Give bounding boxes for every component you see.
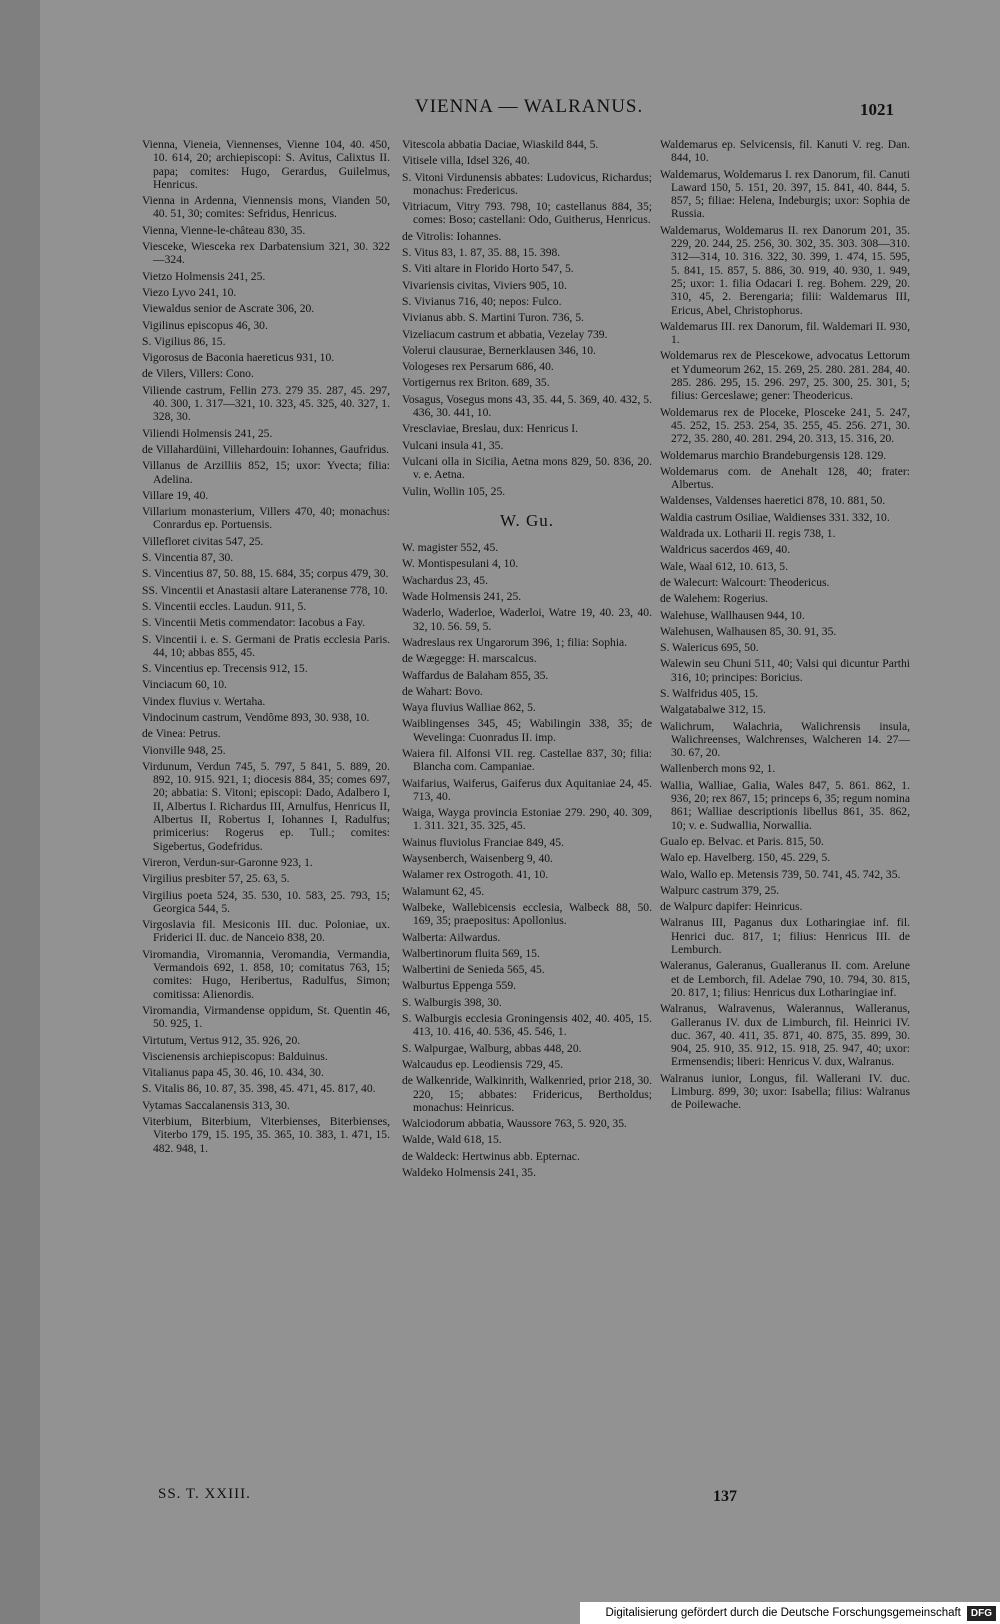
index-entry: de Vitrolis: Iohannes.: [402, 229, 502, 243]
running-header-title: VIENNA — WALRANUS.: [415, 96, 644, 117]
index-entry: Waldenses, Valdenses haeretici 878, 10. 881, 50.: [660, 494, 886, 508]
index-entry: Walgatabalwe 312, 15.: [660, 703, 766, 717]
index-entry: S. Vincentii i. e. S. Germani de Pratis ecclesia Paris. 44, 10; abbas 855, 45.: [142, 632, 390, 659]
index-entry: Waysenberch, Waisenberg 9, 40.: [402, 852, 553, 866]
index-entry: Virdunum, Verdun 745, 5. 797, 5 841, 5. 889, 20. 892, 10. 915. 921, 1; diocesis 884, 35; comes 697, 20; abbatia: S. Vitoni; episcopi: Dado, Adalbero I, II, Albertus I. Richardus III, Arnulfus, Henricus II, Albertus II, Robertus I, Iohannes I, Radulfus; primicerius: Rogerus ep. Tull.; comites: Sigebertus, Godefridus.: [142, 759, 390, 853]
index-entry: Viezo Lyvo 241, 10.: [142, 285, 237, 299]
index-entry: Vitescola abbatia Daciae, Wiaskild 844, 5.: [402, 138, 599, 151]
volume-signature: SS. T. XXIII.: [158, 1486, 251, 1502]
index-entry: Viewaldus senior de Ascrate 306, 20.: [142, 302, 315, 316]
index-entry: S. Vincentii eccles. Laudun. 911, 5.: [142, 599, 307, 613]
index-entry: Vindex fluvius v. Wertaha.: [142, 694, 266, 708]
index-entry: Woldemarus rex de Plescekowe, advocatus Lettorum et Ydumeorum 262, 15. 269, 25. 280. 281. 284, 40. 285. 286. 295, 15. 296. 297, 25. 300, 25. 301, 5; filius: Gerceslawe; gener: Theodericus.: [660, 349, 910, 403]
index-entry: Walcaudus ep. Leodiensis 729, 45.: [402, 1057, 564, 1071]
index-entry: de Walecurt: Walcourt: Theodericus.: [660, 575, 830, 589]
index-entry: Woldemarus marchio Brandeburgensis 128. 129.: [660, 448, 887, 462]
index-entry: Vortigernus rex Briton. 689, 35.: [402, 376, 550, 390]
index-entry: Waldemarus ep. Selvicensis, fil. Kanuti V. reg. Dan. 844, 10.: [660, 138, 910, 165]
index-entry: Walburtus Eppenga 559.: [402, 979, 517, 993]
index-entry: Wainus fluviolus Franciae 849, 45.: [402, 835, 564, 849]
index-entry: Vienna in Ardenna, Viennensis mons, Vianden 50, 40. 51, 30; comites: Sefridus, Henricus.: [142, 194, 390, 221]
index-entry: Waldeko Holmensis 241, 35.: [402, 1166, 536, 1179]
section-heading: W. Gu.: [499, 510, 554, 530]
index-column-2: [402, 138, 652, 1182]
index-entry: S. Vitoni Virdunensis abbates: Ludovicus, Richardus; monachus: Fredericus.: [402, 170, 652, 197]
index-entry: Vulcani olla in Sicilia, Aetna mons 829, 50. 836, 20. v. e. Aetna.: [402, 454, 652, 482]
index-entry: Walbeke, Wallebicensis ecclesia, Walbeck 88, 50. 169, 35; praepositus: Apollonius.: [402, 900, 652, 928]
sheet-signature: 137: [713, 1488, 737, 1505]
index-entry: Walamunt 62, 45.: [402, 884, 485, 898]
index-entry: S. Viti altare in Florido Horto 547, 5.: [402, 262, 574, 276]
index-entry: Wade Holmensis 241, 25.: [402, 590, 522, 604]
index-entry: Walewin seu Chuni 511, 40; Valsi qui dicuntur Parthi 316, 10; principes: Boricius.: [660, 657, 910, 684]
index-entry: Waldemarus III. rex Danorum, fil. Waldemari II. 930, 1.: [660, 319, 910, 347]
index-entry: de Wægegge: H. marscalcus.: [402, 652, 537, 666]
index-entry: de Vilers, Villers: Cono.: [142, 367, 254, 381]
index-entry: Vindocinum castrum, Vendôme 893, 30. 938, 10.: [142, 710, 370, 724]
index-entry: Virtutum, Vertus 912, 35. 926, 20.: [142, 1033, 301, 1047]
index-entry: Volerui clausurae, Bernerklausen 346, 10.: [402, 343, 596, 357]
index-entry: Villefloret civitas 547, 25.: [142, 534, 264, 548]
index-entry: S. Vincentii Metis commendator: Iacobus a Fay.: [142, 616, 366, 630]
index-entry: W. magister 552, 45.: [402, 541, 499, 555]
index-entry: S. Walericus 695, 50.: [660, 641, 759, 655]
index-column-1: [142, 138, 390, 1158]
index-entry: Waiera fil. Alfonsi VII. reg. Castellae 837, 30; filia: Blancha com. Campaniae.: [402, 746, 652, 774]
index-entry: Vologeses rex Persarum 686, 40.: [402, 360, 554, 374]
index-entry: Woldemarus rex de Ploceke, Plosceke 241, 5. 247, 45. 252, 15. 253. 254, 35. 255, 45. 256. 271, 30. 272, 35. 280, 40. 281. 294, 20. 313, 15. 316, 20.: [660, 405, 910, 446]
index-entry: Vionville 948, 25.: [142, 743, 226, 757]
index-entry: de Vinea: Petrus.: [142, 727, 221, 741]
index-entry: Vireron, Verdun-sur-Garonne 923, 1.: [142, 855, 313, 869]
index-entry: Vulin, Wollin 105, 25.: [402, 484, 506, 498]
index-entry: Viscienensis archiepiscopus: Balduinus.: [142, 1049, 328, 1063]
scanned-page: [40, 0, 1000, 1624]
index-entry: Waffardus de Balaham 855, 35.: [402, 668, 549, 682]
index-entry: Walciodorum abbatia, Waussore 763, 5. 920, 35.: [402, 1117, 627, 1131]
dfg-logo: DFG: [967, 1606, 996, 1621]
index-entry: S. Walpurgae, Walburg, abbas 448, 20.: [402, 1041, 582, 1055]
index-entry: S. Vincentia 87, 30.: [142, 551, 234, 565]
digitization-note: Digitalisierung gefördert durch die Deutsche Forschungsgemeinschaft: [605, 1607, 961, 1619]
index-entry: S. Walburgis ecclesia Groningensis 402, 40. 405, 15. 413, 10. 416, 40. 536, 45. 546, 1.: [402, 1012, 652, 1039]
index-entry: Vitriacum, Vitry 793. 798, 10; castellanus 884, 35; comes: Boso; castellani: Odo, Guitherus, Henricus.: [402, 200, 652, 227]
index-entry: Vienna, Vienne-le-château 830, 35.: [142, 223, 306, 237]
index-entry: Walde, Wald 618, 15.: [402, 1133, 502, 1147]
index-entry: S. Vincentius 87, 50. 88, 15. 684, 35; corpus 479, 30.: [142, 567, 389, 581]
index-entry: Vitisele villa, Idsel 326, 40.: [402, 154, 530, 168]
index-entry: Wallenberch mons 92, 1.: [660, 762, 776, 776]
index-entry: Villare 19, 40.: [142, 488, 209, 502]
index-entry: Walpurc castrum 379, 25.: [660, 883, 780, 897]
index-entry: Virgoslavia fil. Mesiconis III. duc. Poloniae, ux. Friderici II. duc. de Nanceio 838, 20.: [142, 918, 390, 945]
index-entry: Walranus, Walravenus, Walerannus, Walleranus, Galleranus IV. dux de Limburch, fil. Heinrici IV. duc. 367, 40. 411, 35. 871, 40. 875, 35. 899, 30. 904, 25. 910, 35. 912, 15. 918, 25. 947, 40; uxor: Ermensendis; liberi: Henricus V. dux, Walranus.: [660, 1002, 910, 1069]
index-entry: S. Vigilius 86, 15.: [142, 334, 226, 348]
index-entry: Woldemarus com. de Anehalt 128, 40; frater: Albertus.: [660, 464, 910, 492]
index-entry: Waldemarus, Woldemarus I. rex Danorum, fil. Canuti Laward 150, 5. 151, 20. 397, 15. 841, 40. 844, 5. 857, 5; filiae: Helena, Indeburgis; uxor: Sophia de Russia.: [660, 167, 910, 221]
index-entry: W. Montispesulani 4, 10.: [402, 557, 519, 571]
index-entry: Walranus iunior, Longus, fil. Wallerani IV. duc. Limburg. 899, 30; uxor: Isabella; filius: Walranus de Poilewache.: [660, 1071, 910, 1112]
index-entry: Vivianus abb. S. Martini Turon. 736, 5.: [402, 311, 584, 325]
index-entry: Villarium monasterium, Villers 470, 40; monachus: Conrardus ep. Portuensis.: [142, 505, 390, 532]
index-entry: Virgilius presbiter 57, 25. 63, 5.: [142, 872, 290, 886]
index-entry: Viromandia, Viromannia, Veromandia, Vermandia, Vermandois 692, 1. 858, 10; comitatus 763, 15; comites: Hugo, Heribertus, Radulfus, Simon; comitissa: Alienordis.: [142, 947, 390, 1001]
index-entry: Walbertini de Senieda 565, 45.: [402, 963, 545, 977]
index-entry: Walehusen, Walhausen 85, 30. 91, 35.: [660, 624, 837, 638]
index-entry: Vosagus, Vosegus mons 43, 35. 44, 5. 369, 40. 432, 5. 436, 30. 441, 10.: [402, 392, 652, 420]
index-entry: Waifarius, Waiferus, Gaiferus dux Aquitaniae 24, 45. 713, 40.: [402, 776, 652, 803]
index-entry: de Walkenride, Walkinrith, Walkenried, prior 218, 30. 220, 15; abbates: Fridericus, Bertholdus; monachus: Heinricus.: [402, 1074, 652, 1114]
index-entry: Vinciacum 60, 10.: [142, 678, 227, 692]
index-column-3: [660, 138, 910, 1115]
index-entry: Walichrum, Walachria, Walichrensis insula, Walichreenses, Walchrenses, Walcheren 14. 27—30. 67, 20.: [660, 719, 910, 760]
index-entry: Wadreslaus rex Ungarorum 396, 1; filia: Sophia.: [402, 635, 628, 649]
index-entry: S. Vivianus 716, 40; nepos: Fulco.: [402, 294, 562, 308]
index-entry: Waiga, Wayga provincia Estoniae 279. 290, 40. 309, 1. 311. 321, 35. 325, 45.: [402, 806, 652, 833]
index-entry: Viromandia, Virmandense oppidum, St. Quentin 46, 50. 925, 1.: [142, 1003, 390, 1031]
index-entry: Waiblingenses 345, 45; Wabilingin 338, 35; de Wevelinga: Cuonradus II. imp.: [402, 717, 652, 744]
index-entry: Vivariensis civitas, Viviers 905, 10.: [402, 278, 567, 292]
index-entry: de Waldeck: Hertwinus abb. Epternac.: [402, 1149, 580, 1163]
index-entry: Vulcani insula 41, 35.: [402, 438, 504, 452]
index-entry: Waldrada ux. Lotharii II. regis 738, 1.: [660, 527, 836, 541]
index-entry: S. Vitus 83, 1. 87, 35. 88, 15. 398.: [402, 246, 561, 260]
index-entry: Viesceke, Wiesceka rex Darbatensium 321, 30. 322—324.: [142, 240, 390, 267]
index-entry: Walo, Wallo ep. Metensis 739, 50. 741, 45. 742, 35.: [660, 867, 901, 881]
index-entry: de Wahart: Bovo.: [402, 684, 483, 698]
index-entry: Walamer rex Ostrogoth. 41, 10.: [402, 868, 549, 882]
index-entry: Vytamas Saccalanensis 313, 30.: [142, 1098, 290, 1112]
index-entry: Wachardus 23, 45.: [402, 573, 488, 587]
index-entry: S. Vitalis 86, 10. 87, 35. 398, 45. 471, 45. 817, 40.: [142, 1082, 376, 1096]
index-entry: Waya fluvius Walliae 862, 5.: [402, 701, 536, 715]
index-entry: Waldricus sacerdos 469, 40.: [660, 543, 791, 557]
index-entry: Wale, Waal 612, 10. 613, 5.: [660, 559, 788, 573]
index-entry: Waldemarus, Woldemarus II. rex Danorum 201, 35. 229, 20. 244, 25. 256, 30. 302, 35. 303. 308—310. 312—314, 10. 316. 322, 30. 399, 1. 474, 15. 595, 5. 841, 15. 857, 5. 886, 30. 919, 40. 930, 1. 949, 25; uxor: 1. filia Odacari I. reg. Bohem. 229, 20. 310, 45, 2. Berengaria; filii: Waldemarus III, Ericus, Abel, Christophorus.: [660, 223, 910, 317]
index-entry: Vienna, Vieneia, Viennenses, Vienne 104, 40. 450, 10. 614, 20; archiepiscopi: S. Avitus, Calixtus II. papa; comites: Hugo, Gerardus, Guilelmus, Henricus.: [142, 138, 390, 191]
index-entry: Walbertinorum fluita 569, 15.: [402, 946, 540, 960]
index-entry: Walranus III, Paganus dux Lotharingiae inf. fil. Henrici duc. 817, 1; filius: Henricus III. de Lemburch.: [660, 916, 910, 957]
digitization-banner: [580, 1602, 1000, 1624]
page-number: 1021: [860, 100, 894, 119]
index-entry: Vitalianus papa 45, 30. 46, 10. 434, 30.: [142, 1066, 324, 1080]
index-entry: Virgilius poeta 524, 35. 530, 10. 583, 25. 793, 15; Georgica 544, 5.: [142, 888, 390, 915]
index-entry: Villanus de Arzilliis 852, 15; uxor: Yvecta; filia: Adelina.: [142, 459, 390, 486]
index-entry: Vizeliacum castrum et abbatia, Vezelay 739.: [402, 327, 608, 341]
index-entry: Waleranus, Galeranus, Gualleranus II. com. Arelune et de Lemborch, fil. Adelae 790, 10. 794, 30. 815, 20. 817, 1; filius: Henricus dux Lotharingiae inf.: [660, 959, 910, 999]
index-entry: Waldia castrum Osiliae, Waldienses 331. 332, 10.: [660, 510, 890, 524]
index-entry: S. Walburgis 398, 30.: [402, 995, 502, 1009]
index-entry: Gualo ep. Belvac. et Paris. 815, 50.: [660, 834, 824, 848]
index-entry: Viliendi Holmensis 241, 25.: [142, 426, 273, 440]
index-entry: Viliende castrum, Fellin 273. 279 35. 287, 45. 297, 40. 300, 1. 317—321, 10. 323, 45. 325, 40. 327, 1. 328, 30.: [142, 383, 390, 424]
index-entry: de Walpurc dapifer: Heinricus.: [660, 900, 803, 914]
index-entry: de Walehem: Rogerius.: [660, 592, 769, 606]
index-entry: Vigorosus de Baconia haereticus 931, 10.: [142, 351, 335, 365]
index-entry: Vietzo Holmensis 241, 25.: [142, 269, 266, 283]
index-entry: Walehuse, Wallhausen 944, 10.: [660, 608, 805, 622]
index-entry: de Villahardüini, Villehardouin: Iohannes, Gaufridus.: [142, 442, 390, 456]
index-entry: S. Walfridus 405, 15.: [660, 686, 759, 700]
index-entry: Walo ep. Havelberg. 150, 45. 229, 5.: [660, 851, 831, 865]
index-entry: Vigilinus episcopus 46, 30.: [142, 318, 268, 332]
index-entry: Waderlo, Waderloe, Waderloi, Watre 19, 40. 23, 40. 32, 10. 56. 59, 5.: [402, 606, 652, 633]
index-entry: Viterbium, Biterbium, Viterbienses, Biterbienses, Viterbo 179, 15. 195, 35. 365, 10. 383, 1. 471, 15. 482. 948, 1.: [142, 1115, 390, 1155]
index-entry: Wallia, Walliae, Galia, Wales 847, 5. 861. 862, 1. 936, 20; rex 867, 15; princeps 6, 35; regum nomina 861; Walliae descriptionis libellus 861, 35. 862, 10; v. e. Sudwallia, Norwallia.: [660, 778, 910, 832]
index-entry: S. Vincentius ep. Trecensis 912, 15.: [142, 662, 308, 676]
index-entry: Vresclaviae, Breslau, dux: Henricus I.: [402, 422, 579, 436]
index-entry: Walberta: Ailwardus.: [402, 930, 501, 944]
index-entry: SS. Vincentii et Anastasii altare Lateranense 778, 10.: [142, 583, 388, 597]
